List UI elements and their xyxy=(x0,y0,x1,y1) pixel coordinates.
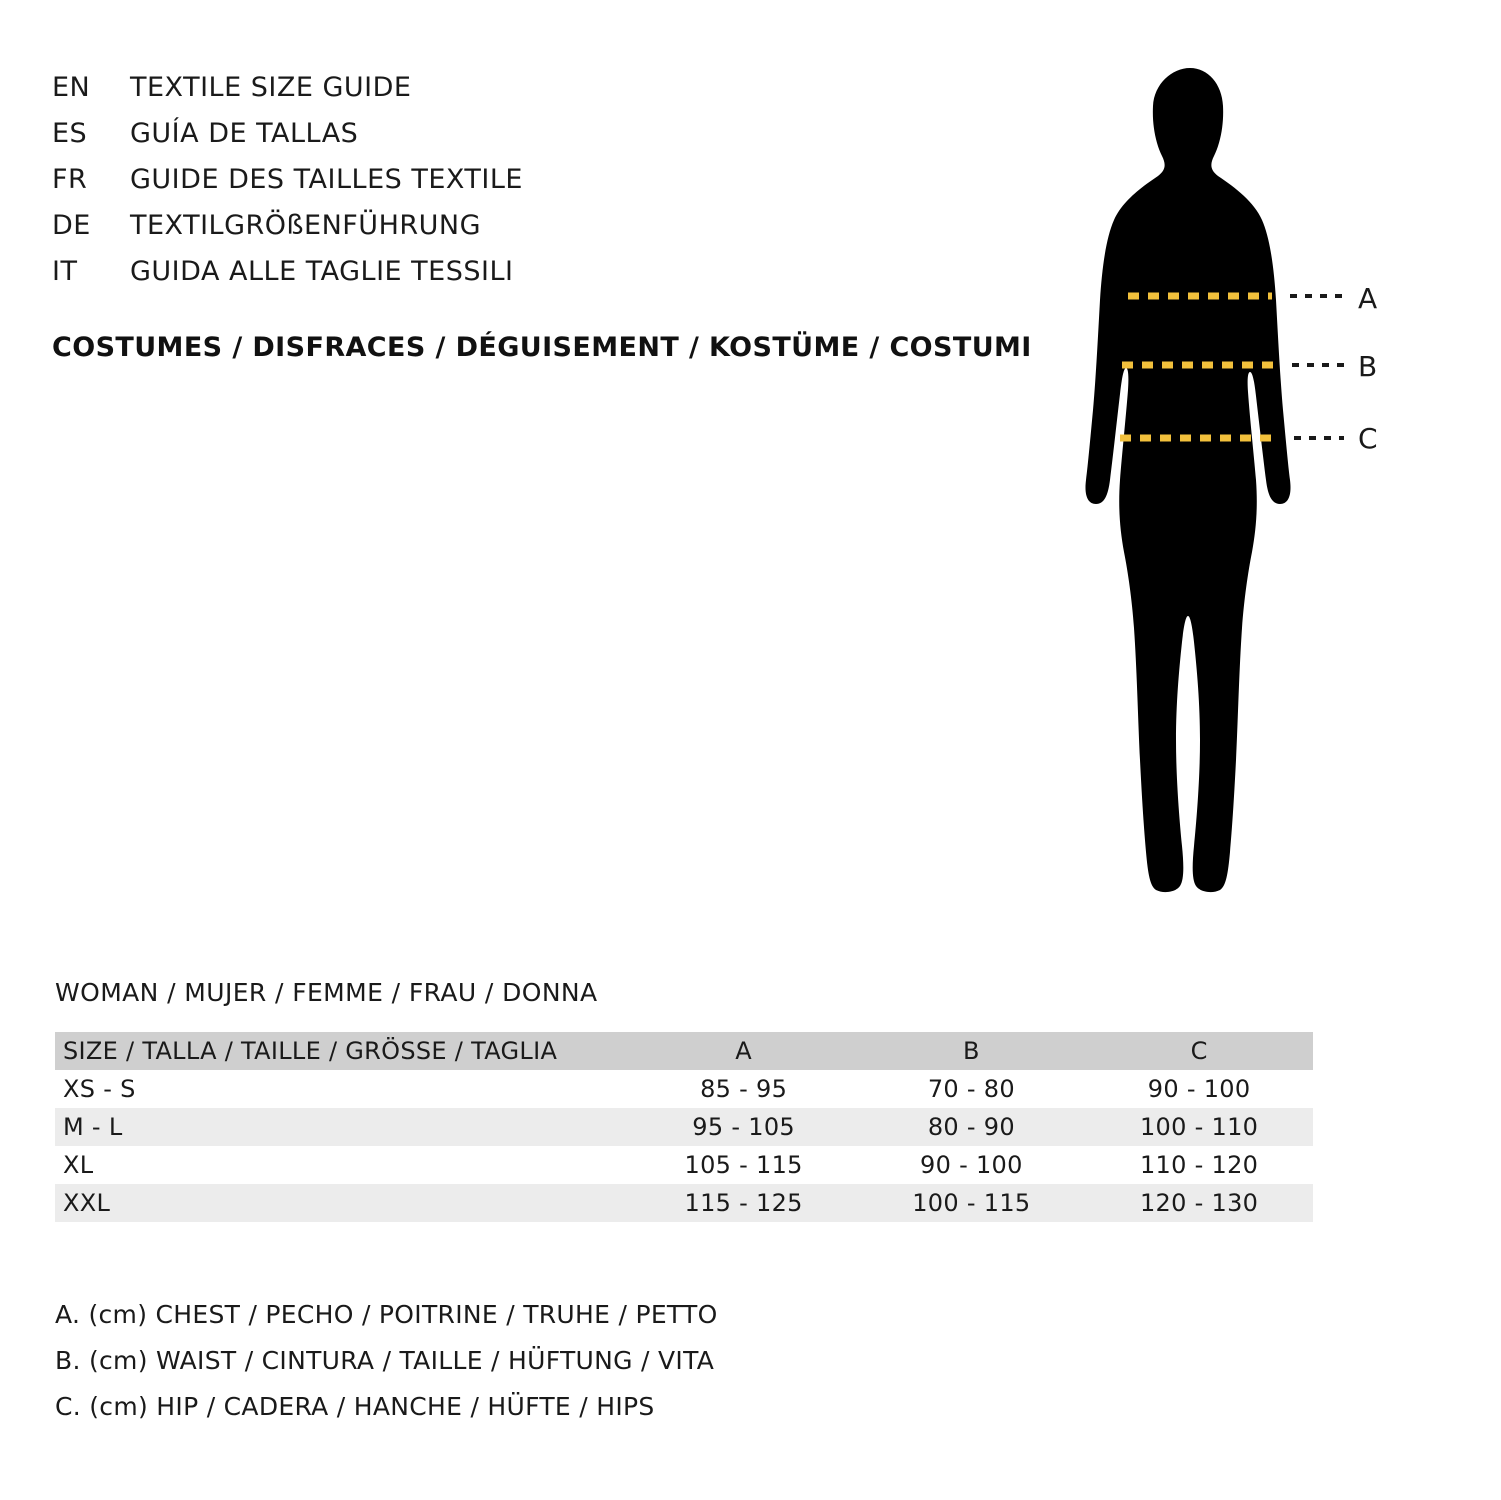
table-title: WOMAN / MUJER / FEMME / FRAU / DONNA xyxy=(55,978,598,1007)
cell-b: 100 - 115 xyxy=(858,1184,1086,1222)
legend-line-c: C. (cm) HIP / CADERA / HANCHE / HÜFTE / HIPS xyxy=(55,1392,655,1421)
language-row xyxy=(52,210,752,256)
cell-size: XXL xyxy=(55,1184,630,1222)
cell-c: 100 - 110 xyxy=(1085,1108,1313,1146)
cell-size: M - L xyxy=(55,1108,630,1146)
language-text: TEXTILE SIZE GUIDE xyxy=(130,72,412,103)
language-text: GUÍA DE TALLAS xyxy=(130,118,359,149)
language-text: GUIDA ALLE TAGLIE TESSILI xyxy=(130,256,514,287)
language-code: FR xyxy=(52,164,88,195)
cell-size: XS - S xyxy=(55,1070,630,1108)
measure-label-a: A xyxy=(1358,282,1378,315)
woman-silhouette-icon xyxy=(1040,60,1460,940)
column-header-b: B xyxy=(858,1032,1086,1070)
language-header-block xyxy=(52,72,752,302)
language-row xyxy=(52,164,752,210)
cell-a: 105 - 115 xyxy=(630,1146,858,1184)
language-code: DE xyxy=(52,210,91,241)
column-header-size: SIZE / TALLA / TAILLE / GRÖSSE / TAGLIA xyxy=(55,1032,630,1070)
cell-size: XL xyxy=(55,1146,630,1184)
measurement-legend xyxy=(55,1300,718,1438)
language-code: IT xyxy=(52,256,78,287)
language-text: GUIDE DES TAILLES TEXTILE xyxy=(130,164,523,195)
legend-line-b: B. (cm) WAIST / CINTURA / TAILLE / HÜFTUNG / VITA xyxy=(55,1346,715,1375)
cell-a: 85 - 95 xyxy=(630,1070,858,1108)
language-text: TEXTILGRÖßENFÜHRUNG xyxy=(130,210,482,241)
cell-b: 90 - 100 xyxy=(858,1146,1086,1184)
category-heading: COSTUMES / DISFRACES / DÉGUISEMENT / KOSTÜME / COSTUMI xyxy=(52,332,1032,363)
measurement-figure xyxy=(1040,60,1460,940)
measure-label-c: C xyxy=(1358,422,1378,455)
cell-c: 110 - 120 xyxy=(1085,1146,1313,1184)
language-row xyxy=(52,72,752,118)
cell-b: 80 - 90 xyxy=(858,1108,1086,1146)
language-code: ES xyxy=(52,118,88,149)
measure-label-b: B xyxy=(1358,350,1378,383)
cell-b: 70 - 80 xyxy=(858,1070,1086,1108)
table-row xyxy=(55,1184,1313,1222)
cell-c: 120 - 130 xyxy=(1085,1184,1313,1222)
column-header-c: C xyxy=(1085,1032,1313,1070)
table-row xyxy=(55,1108,1313,1146)
table-row xyxy=(55,1146,1313,1184)
size-table xyxy=(55,1032,1313,1222)
cell-a: 115 - 125 xyxy=(630,1184,858,1222)
cell-a: 95 - 105 xyxy=(630,1108,858,1146)
legend-line-a: A. (cm) CHEST / PECHO / POITRINE / TRUHE / PETTO xyxy=(55,1300,718,1329)
language-row xyxy=(52,256,752,302)
table-row xyxy=(55,1070,1313,1108)
column-header-a: A xyxy=(630,1032,858,1070)
cell-c: 90 - 100 xyxy=(1085,1070,1313,1108)
table-header-row xyxy=(55,1032,1313,1070)
language-code: EN xyxy=(52,72,91,103)
language-row xyxy=(52,118,752,164)
